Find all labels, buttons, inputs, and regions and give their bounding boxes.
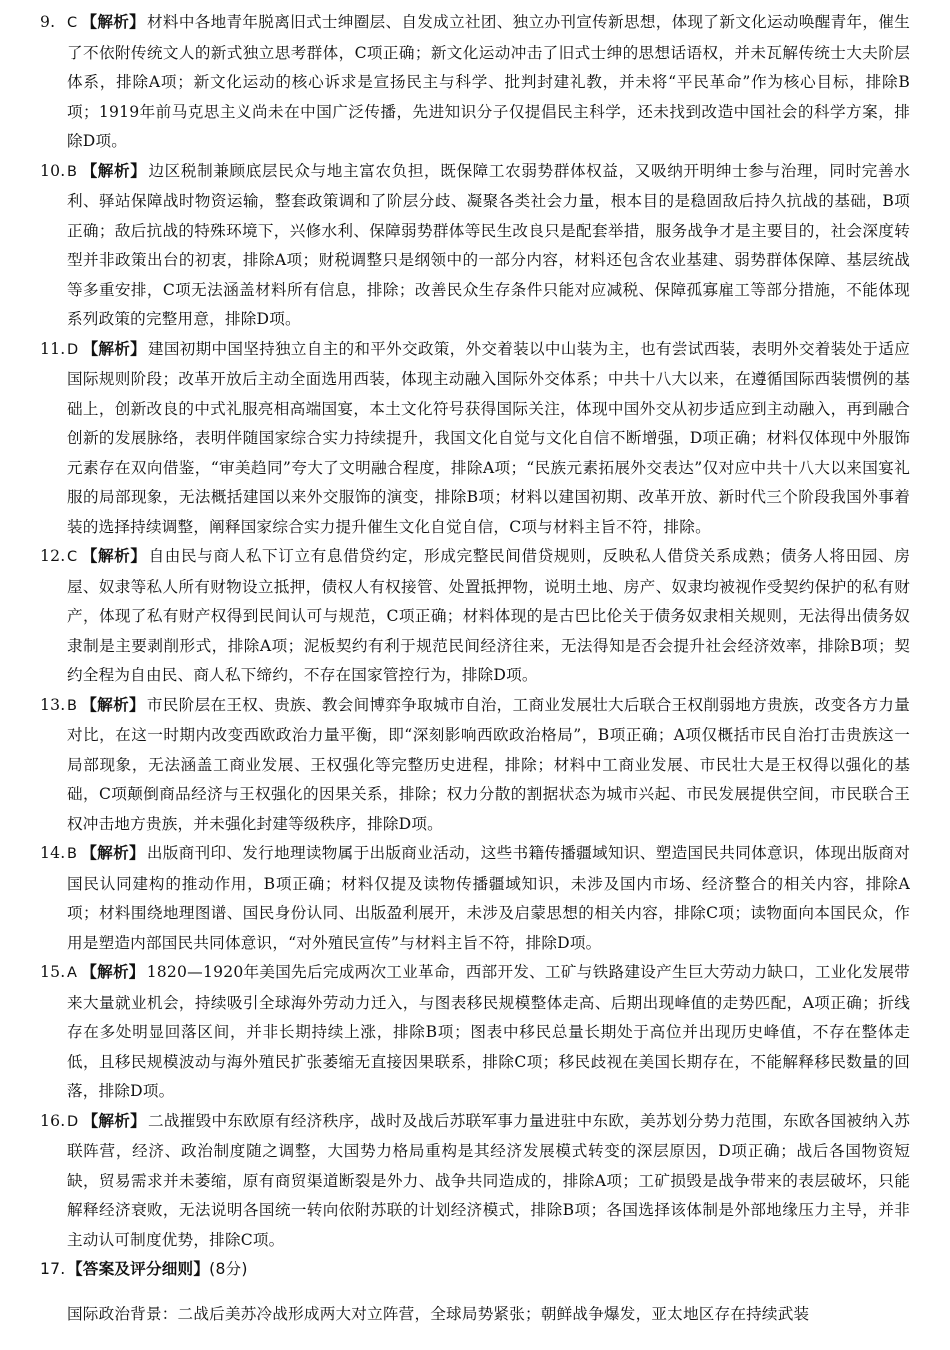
score-note: (8分)	[209, 1260, 248, 1278]
answer-17-line-1	[40, 1300, 910, 1330]
answer-item-9	[40, 8, 910, 157]
analysis-tag: 【解析】	[81, 695, 145, 714]
answer-item-10	[40, 157, 910, 335]
question-number: 16.	[40, 1111, 66, 1130]
answer-letter: B	[67, 697, 78, 714]
answer-letter: C	[67, 549, 78, 565]
question-number: 17.	[40, 1260, 66, 1278]
analysis-text: 1820—1920年美国先后完成两次工业革命，西部开发、工矿与铁路建设产生巨大劳动力缺口，工业化发展带来大量就业机会，持续吸引全球海外劳动力迁入，与图表移民规模整体走高、后期出现峰值的走势匹配，A项正确；折线存在多处明显回落区间，并非长期持续上涨，排除B项；图表中移民总量长期处于高位并出现历史峰值，不存在整体走低，且移民规模波动与海外殖民扩张萎缩无直接因果联系，排除C项；移民歧视在美国长期存在，不能解释移民数量的回落，排除D项。	[67, 963, 910, 1100]
analysis-text: 自由民与商人私下订立有息借贷约定，形成完整民间借贷规则，反映私人借贷关系成熟；债务人将田园、房屋、奴隶等私人所有财物设立抵押，债权人有权接管、处置抵押物，说明土地、房产、奴隶均被视作受契约保护的私有财产，体现了私有财产权得到民间认可与规范，C项正确；材料体现的是古巴比伦关于债务奴隶相关规则，无法得出债务奴隶制是主要剥削形式，排除A项；泥板契约有利于规范民间经济往来，无法得知是否会提升社会经济效率，排除B项；契约全程为自由民、商人私下缔约，不存在国家管控行为，排除D项。	[67, 547, 910, 684]
analysis-tag: 【解析】	[82, 1111, 146, 1130]
answer-letter: D	[67, 1113, 79, 1130]
analysis-tag: 【解析】	[81, 161, 147, 180]
analysis-text: 材料中各地青年脱离旧式士绅圈层、自发成立社团、独立办刊宣传新思想，体现了新文化运动唤醒青年，催生了不依附传统文人的新式独立思考群体，C项正确；新文化运动冲击了旧式士绅的思想话语权，并未瓦解传统士大夫阶层体系，排除A项；新文化运动的核心诉求是宣扬民主与科学、批判封建礼教，并未将“平民革命”作为核心目标，排除B项；1919年前马克思主义尚未在中国广泛传播，先进知识分子仅提倡民主科学，还未找到改造中国社会的科学方案，排除D项。	[67, 13, 910, 150]
question-number: 9.	[40, 13, 56, 31]
question-number: 13.	[40, 695, 66, 714]
answer-item-12	[40, 542, 910, 691]
answer-letter: C	[67, 15, 78, 31]
answer-letter: A	[67, 965, 78, 981]
answer-item-17	[40, 1255, 910, 1285]
analysis-tag: 【解析】	[81, 963, 145, 981]
answer-letter: B	[67, 846, 78, 862]
analysis-tag: 【解析】	[81, 13, 146, 31]
question-number: 10.	[40, 161, 66, 180]
question-number: 15.	[40, 963, 66, 981]
answer-item-14	[40, 839, 910, 958]
question-number: 14.	[40, 844, 66, 862]
analysis-text: 建国初期中国坚持独立自主的和平外交政策，外交着装以中山装为主，也有尝试西装，表明外交着装处于适应国际规则阶段；改革开放后主动全面选用西装，体现主动融入国际外交体系；中共十八大以来，在遵循国际西装惯例的基础上，创新改良的中式礼服亮相高端国宴，本土文化符号获得国际关注，体现中国外交从初步适应到主动融入，再到融合创新的发展脉络，表明伴随国家综合实力持续提升，我国文化自觉与文化自信不断增强，D项正确；材料仅体现中外服饰元素存在双向借鉴，“审美趋同”夸大了文明融合程度，排除A项；“民族元素拓展外交表达”仅对应中共十八大以来国宴礼服的局部现象，无法概括建国以来外交服饰的演变，排除B项；材料以建国初期、改革开放、新时代三个阶段我国外事着装的选择持续调整，阐释国家综合实力提升催生文化自觉自信，C项与材料主旨不符，排除。	[67, 339, 910, 536]
analysis-tag: 【解析】	[82, 339, 146, 358]
answer-item-16	[40, 1107, 910, 1256]
analysis-text: 边区税制兼顾底层民众与地主富农负担，既保障工农弱势群体权益，又吸纳开明绅士参与治理，同时完善水利、驿站保障战时物资运输，整套政策调和了阶层分歧、凝聚各类社会力量，根本目的是稳固敌后持久抗战的基础，B项正确；敌后抗战的特殊环境下，兴修水利、保障弱势群体等民生改良只是配套举措，服务战争才是主要目的，社会深度转型并非政策出台的初衷，排除A项；财税调整只是纲领中的一部分内容，材料还包含农业基建、弱势群体保障、基层统战等多重安排，C项无法涵盖材料所有信息，排除；改善民众生存条件只能对应减税、保障孤寡雇工等部分措施，不能体现系列政策的完整用意，排除D项。	[67, 161, 910, 328]
answer-item-11	[40, 335, 910, 543]
answer-item-15	[40, 958, 910, 1107]
analysis-tag: 【解析】	[81, 547, 147, 565]
question-number: 12.	[40, 547, 66, 565]
answer-letter: B	[67, 163, 78, 180]
answer-item-13	[40, 691, 910, 840]
analysis-text: 出版商刊印、发行地理读物属于出版商业活动，这些书籍传播疆域知识、塑造国民共同体意识，体现出版商对国民认同建构的推动作用，B项正确；材料仅提及读物传播疆域知识，未涉及国内市场、经济整合的相关内容，排除A项；材料围绕地理图谱、国民身份认同、出版盈利展开，未涉及启蒙思想的相关内容，排除C项；读物面向本国民众，作用是塑造内部国民共同体意识，“对外殖民宣传”与材料主旨不符，排除D项。	[67, 844, 910, 952]
question-number: 11.	[40, 339, 66, 358]
analysis-tag: 【解析】	[81, 844, 145, 862]
answer-letter: D	[67, 341, 79, 358]
answer-explanations	[40, 8, 910, 1345]
answer-heading: 【答案及评分细则】	[67, 1260, 210, 1278]
analysis-text: 二战摧毁中东欧原有经济秩序，战时及战后苏联军事力量进驻中东欧，美苏划分势力范围，东欧各国被纳入苏联阵营，经济、政治制度随之调整，大国势力格局重构是其经济发展模式转变的深层原因，D项正确；战后各国物资短缺，贸易需求并未萎缩，原有商贸渠道断裂是外力、战争共同造成的，排除A项；工矿损毁是战争带来的表层破坏，只能解释经济衰败，无法说明各国统一转向依附苏联的计划经济模式，排除B项；各国选择该体制是外部地缘压力主导，并非主动认可制度优势，排除C项。	[67, 1111, 910, 1249]
answer-17-text: 国际政治背景：二战后美苏冷战形成两大对立阵营，全球局势紧张；朝鲜战争爆发，亚太地区存在持续武装	[67, 1305, 810, 1324]
analysis-text: 市民阶层在王权、贵族、教会间博弈争取城市自治，工商业发展壮大后联合王权削弱地方贵族，改变各方力量对比，在这一时期内改变西欧政治力量平衡，即“深刻影响西欧政治格局”，B项正确；A项仅概括市民自治打击贵族这一局部现象，无法涵盖工商业发展、王权强化等完整历史进程，排除；材料中工商业发展、市民壮大是王权得以强化的基础，C项颠倒商品经济与王权强化的因果关系，排除；权力分散的割据状态为城市兴起、市民发展提供空间，市民联合王权冲击地方贵族，并未强化封建等级秩序，排除D项。	[67, 695, 910, 833]
